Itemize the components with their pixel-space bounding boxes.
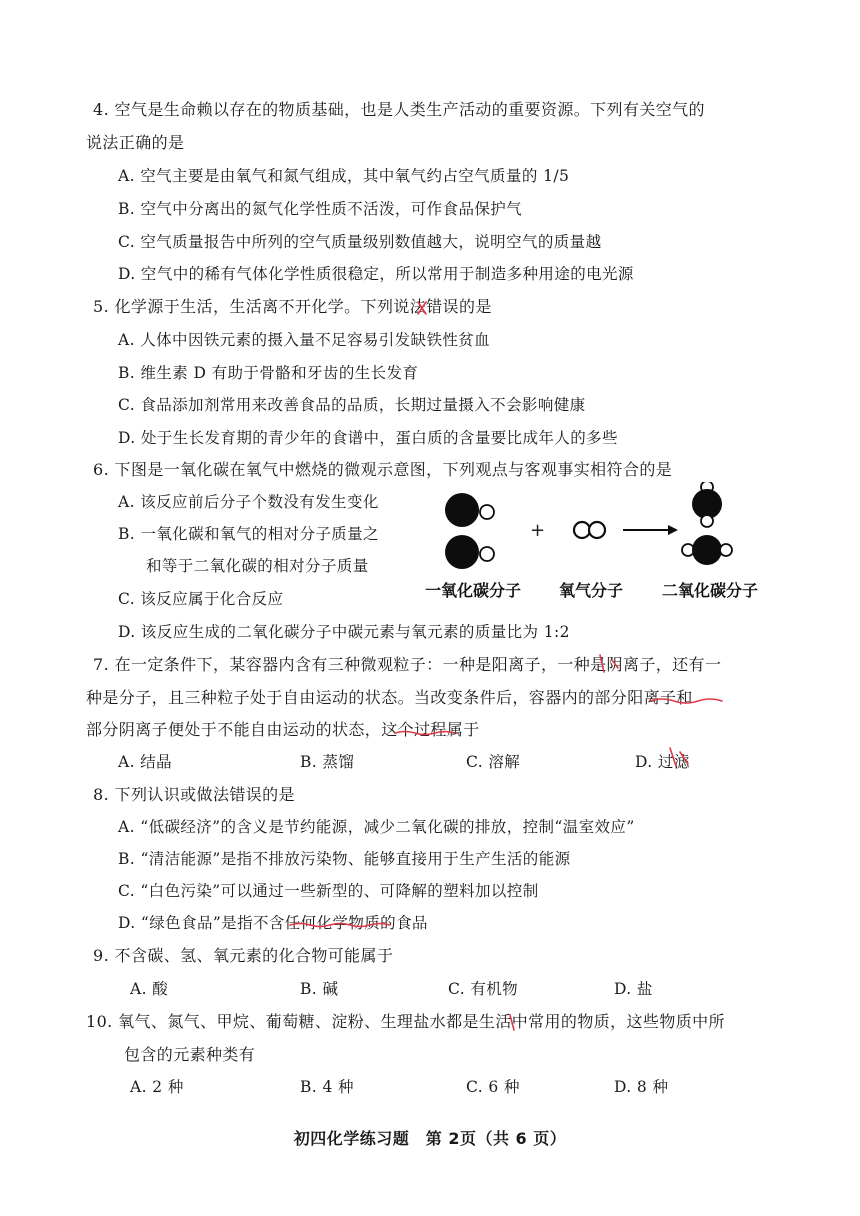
question-8-stem: 8. 下列认识或做法错误的是 <box>93 785 295 804</box>
question-7-option-b: B. 蒸馏 <box>300 753 355 771</box>
question-8-option-c: C. “白色污染”可以通过一些新型的、可降解的塑料加以控制 <box>118 882 539 900</box>
diagram-label-co2: 二氧化碳分子 <box>662 581 759 600</box>
question-10-option-d: D. 8 种 <box>614 1078 669 1096</box>
question-7-stem-line-1: 7. 在一定条件下，某容器内含有三种微观粒子：一种是阳离子，一种是阴离子，还有一 <box>93 655 722 674</box>
question-4-option-c: C. 空气质量报告中所列的空气质量级别数值越大，说明空气的质量越 <box>118 233 602 251</box>
question-7-stem-line-2: 种是分子，且三种粒子处于自由运动的状态。当改变条件后，容器内的部分阳离子和 <box>86 688 693 707</box>
question-10-option-b: B. 4 种 <box>300 1078 354 1096</box>
diagram-label-co: 一氧化碳分子 <box>425 581 522 600</box>
question-5-option-c: C. 食品添加剂常用来改善食品的品质，长期过量摄入不会影响健康 <box>118 396 586 414</box>
question-5-option-d: D. 处于生长发育期的青少年的食谱中，蛋白质的含量要比成年人的多些 <box>118 429 618 447</box>
question-4-stem-line-2: 说法正确的是 <box>86 133 185 152</box>
question-4-option-b: B. 空气中分离出的氮气化学性质不活泼，可作食品保护气 <box>118 200 523 218</box>
question-8-option-d: D. “绿色食品”是指不含任何化学物质的食品 <box>118 914 428 932</box>
question-10-option-c: C. 6 种 <box>466 1078 520 1096</box>
question-9-option-a: A. 酸 <box>130 980 169 998</box>
co2-molecule-bottom <box>682 535 732 565</box>
question-6-stem: 6. 下图是一氧化碳在氧气中燃烧的微观示意图，下列观点与客观事实相符合的是 <box>93 460 673 479</box>
question-10-option-a: A. 2 种 <box>130 1078 184 1096</box>
question-6-option-b-line-1: B. 一氧化碳和氧气的相对分子质量之 <box>118 525 379 543</box>
co2-molecule-top <box>692 482 722 527</box>
question-9-option-c: C. 有机物 <box>448 980 519 998</box>
question-5-option-b: B. 维生素 D 有助于骨骼和牙齿的生长发育 <box>118 364 419 382</box>
question-9-option-d: D. 盐 <box>614 980 653 998</box>
o2-molecule <box>574 522 605 538</box>
plus-sign: + <box>530 520 546 541</box>
reaction-arrow <box>623 525 678 535</box>
co-molecule-bottom <box>445 535 494 569</box>
question-5-stem: 5. 化学源于生活，生活离不开化学。下列说法错误的是 <box>93 297 492 316</box>
question-10-stem-line-2: 包含的元素种类有 <box>124 1045 256 1064</box>
question-4-option-d: D. 空气中的稀有气体化学性质很稳定，所以常用于制造多种用途的电光源 <box>118 265 634 283</box>
question-9-stem: 9. 不含碳、氢、氧元素的化合物可能属于 <box>93 946 394 965</box>
question-4-option-a: A. 空气主要是由氧气和氮气组成，其中氧气约占空气质量的 1/5 <box>118 167 570 185</box>
question-7-option-d: D. 过滤 <box>635 753 690 771</box>
question-9-option-b: B. 碱 <box>300 980 339 998</box>
question-5-option-a: A. 人体中因铁元素的摄入量不足容易引发缺铁性贫血 <box>118 331 491 349</box>
question-8-option-b: B. “清洁能源”是指不排放污染物、能够直接用于生产生活的能源 <box>118 850 571 868</box>
question-6-option-c: C. 该反应属于化合反应 <box>118 590 284 608</box>
page-footer: 初四化学练习题 第 2页（共 6 页） <box>293 1129 567 1148</box>
co-molecule-top <box>445 493 494 527</box>
question-10-stem-line-1: 10. 氧气、氮气、甲烷、葡萄糖、淀粉、生理盐水都是生活中常用的物质，这些物质中所 <box>86 1012 725 1031</box>
question-6-option-b-line-2: 和等于二氧化碳的相对分子质量 <box>146 557 369 575</box>
question-6-option-a: A. 该反应前后分子个数没有发生变化 <box>118 493 379 511</box>
diagram-label-o2: 氧气分子 <box>559 581 624 600</box>
question-7-option-c: C. 溶解 <box>466 753 521 771</box>
question-7-stem-line-3: 部分阴离子便处于不能自由运动的状态，这个过程属于 <box>86 720 480 739</box>
question-8-option-a: A. “低碳经济”的含义是节约能源，减少二氧化碳的排放，控制“温室效应” <box>118 818 635 836</box>
question-6-option-d: D. 该反应生成的二氧化碳分子中碳元素与氧元素的质量比为 1:2 <box>118 623 570 641</box>
question-7-option-a: A. 结晶 <box>118 753 173 771</box>
question-4-stem-line-1: 4. 空气是生命赖以存在的物质基础，也是人类生产活动的重要资源。下列有关空气的 <box>93 100 705 119</box>
